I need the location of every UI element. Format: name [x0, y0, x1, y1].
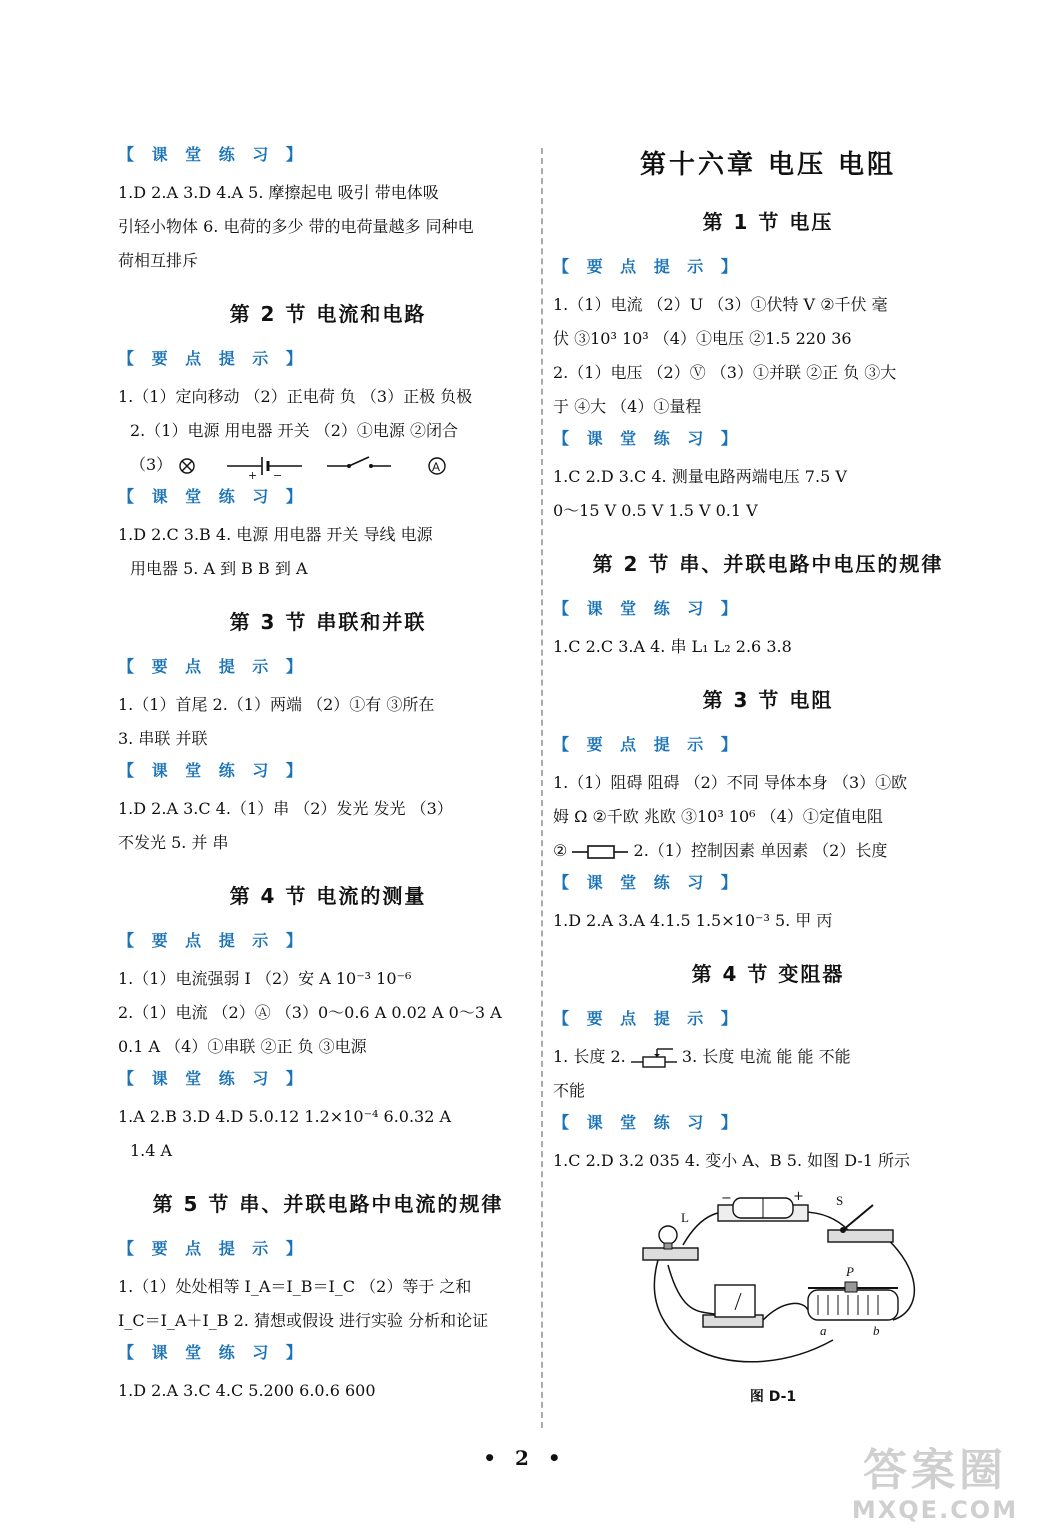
- answer-prefix: ②: [553, 841, 568, 860]
- circuit-figure: [623, 1190, 923, 1390]
- label-a: a: [820, 1323, 827, 1338]
- section-tag-keypoints: 【 要 点 提 示 】: [118, 1239, 308, 1258]
- label-plus: +: [793, 1190, 804, 1204]
- section-tag-keypoints: 【 要 点 提 示 】: [553, 735, 743, 754]
- section-tag-practice: 【 课 堂 练 习 】: [553, 429, 743, 448]
- label-b: b: [873, 1323, 880, 1338]
- section-title: 第 3 节 电阻: [702, 688, 834, 712]
- label-P: P: [846, 1264, 854, 1279]
- svg-text:−: −: [273, 468, 283, 480]
- figure-caption: 图 D-1: [749, 1389, 797, 1405]
- answer-prefix: （3）: [130, 455, 173, 474]
- circuit-symbols-icon: [177, 452, 477, 480]
- answer-line: 伏 ③10³ 10³ （4）①电压 ②1.5 220 36: [553, 329, 852, 348]
- answer-line: 1.A 2.B 3.D 4.D 5.0.12 1.2×10⁻⁴ 6.0.32 A: [118, 1107, 452, 1126]
- answer-line-resistor: [553, 834, 983, 868]
- answer-line: 不能: [553, 1081, 586, 1100]
- answer-line: 1.（1）电流强弱 I （2）安 A 10⁻³ 10⁻⁶: [118, 969, 412, 988]
- answer-line: 3. 串联 并联: [118, 729, 208, 748]
- answer-line: 1.（1）定向移动 （2）正电荷 负 （3）正极 负极: [118, 387, 473, 406]
- watermark-url: MXQE.COM: [851, 1496, 1019, 1524]
- answer-line: 1.D 2.A 3.A 4.1.5 1.5×10⁻³ 5. 甲 丙: [553, 911, 833, 930]
- left-column: [118, 140, 538, 1408]
- svg-text:A: A: [432, 459, 441, 474]
- section-tag-keypoints: 【 要 点 提 示 】: [118, 349, 308, 368]
- section-title: 第 1 节 电压: [702, 210, 834, 234]
- column-divider: [541, 148, 543, 1428]
- watermark-logo: [840, 1446, 1030, 1526]
- answer-line: 2.（1）电源 用电器 开关 （2）①电源 ②闭合: [130, 421, 458, 440]
- section-tag-practice: 【 课 堂 练 习 】: [118, 761, 308, 780]
- answer-text: 3. 长度 电流 能 能 不能: [681, 1047, 851, 1066]
- answer-line: 1.D 2.A 3.D 4.A 5. 摩擦起电 吸引 带电体吸: [118, 183, 439, 202]
- answer-line: 1.C 2.C 3.A 4. 串 L₁ L₂ 2.6 3.8: [553, 637, 792, 656]
- section-tag-practice: 【 课 堂 练 习 】: [118, 1343, 308, 1362]
- section-tag-practice: 【 课 堂 练 习 】: [553, 599, 743, 618]
- answer-line: 1.C 2.D 3.2 035 4. 变小 A、B 5. 如图 D-1 所示: [553, 1151, 911, 1170]
- section-title: 第 2 节 串、并联电路中电压的规律: [592, 552, 944, 576]
- answer-prefix: 1. 长度 2.: [553, 1047, 626, 1066]
- section-title: 第 5 节 串、并联电路中电流的规律: [152, 1192, 504, 1216]
- answer-line: 0.1 A （4）①串联 ②正 负 ③电源: [118, 1037, 367, 1056]
- section-title: 第 4 节 电流的测量: [229, 884, 427, 908]
- answer-line: 引轻小物体 6. 电荷的多少 带的电荷量越多 同种电: [118, 217, 474, 236]
- answer-line-symbols: [118, 448, 538, 482]
- answer-line: 1.（1）首尾 2.（1）两端 （2）①有 ③所在: [118, 695, 435, 714]
- answer-line: 于 ④大 （4）①量程: [553, 397, 702, 416]
- answer-line: 1.（1）阻碍 阻碍 （2）不同 导体本身 （3）①欧: [553, 773, 908, 792]
- answer-line: 1.D 2.A 3.C 4.C 5.200 6.0.6 600: [118, 1381, 376, 1400]
- answer-line: 荷相互排斥: [118, 251, 199, 270]
- answer-line: 2.（1）电流 （2）Ⓐ （3）0～0.6 A 0.02 A 0～3 A: [118, 1003, 502, 1022]
- section-tag-practice: 【 课 堂 练 习 】: [118, 1069, 308, 1088]
- chapter-title: 第十六章 电压 电阻: [639, 150, 897, 180]
- answer-line: I_C＝I_A＋I_B 2. 猜想或假设 进行实验 分析和论证: [118, 1311, 489, 1330]
- label-minus: −: [721, 1191, 732, 1206]
- answer-line: 不发光 5. 并 串: [118, 833, 229, 852]
- answer-line: 用电器 5. A 到 B B 到 A: [130, 559, 308, 578]
- answer-line: 1.（1）电流 （2）U （3）①伏特 V ②千伏 毫: [553, 295, 888, 314]
- answer-text: 2.（1）控制因素 单因素 （2）长度: [633, 841, 888, 860]
- section-tag-keypoints: 【 要 点 提 示 】: [118, 657, 308, 676]
- section-tag-keypoints: 【 要 点 提 示 】: [118, 931, 308, 950]
- section-title: 第 4 节 变阻器: [691, 962, 845, 986]
- answer-line: 姆 Ω ②千欧 兆欧 ③10³ 10⁶ （4）①定值电阻: [553, 807, 883, 826]
- resistor-symbol-icon: [572, 842, 628, 862]
- label-S: S: [836, 1193, 844, 1208]
- right-column: [553, 140, 983, 1406]
- answer-line: 1.C 2.D 3.C 4. 测量电路两端电压 7.5 V: [553, 467, 847, 486]
- section-tag-practice: 【 课 堂 练 习 】: [118, 487, 308, 506]
- section-tag-practice: 【 课 堂 练 习 】: [118, 145, 308, 164]
- section-tag-practice: 【 课 堂 练 习 】: [553, 873, 743, 892]
- page-number: • 2 •: [483, 1446, 567, 1470]
- rheostat-symbol-icon: [631, 1047, 677, 1069]
- label-L: L: [681, 1210, 689, 1225]
- answer-line: 1.D 2.C 3.B 4. 电源 用电器 开关 导线 电源: [118, 525, 433, 544]
- section-tag-keypoints: 【 要 点 提 示 】: [553, 257, 743, 276]
- answer-line: 1.（1）处处相等 I_A＝I_B＝I_C （2）等于 之和: [118, 1277, 472, 1296]
- watermark-title: 答案圈: [863, 1445, 1007, 1496]
- section-title: 第 3 节 串联和并联: [229, 610, 427, 634]
- section-tag-practice: 【 课 堂 练 习 】: [553, 1113, 743, 1132]
- svg-text:+: +: [248, 468, 258, 480]
- answer-line: 0～15 V 0.5 V 1.5 V 0.1 V: [553, 501, 758, 520]
- section-title: 第 2 节 电流和电路: [229, 302, 427, 326]
- section-tag-keypoints: 【 要 点 提 示 】: [553, 1009, 743, 1028]
- answer-line: 1.D 2.A 3.C 4.（1）串 （2）发光 发光 （3）: [118, 799, 453, 818]
- answer-line-rheostat: [553, 1040, 983, 1074]
- answer-line: 1.4 A: [130, 1141, 173, 1160]
- answer-line: 2.（1）电压 （2）Ⓥ （3）①并联 ②正 负 ③大: [553, 363, 897, 382]
- circuit-diagram-image: [623, 1190, 923, 1390]
